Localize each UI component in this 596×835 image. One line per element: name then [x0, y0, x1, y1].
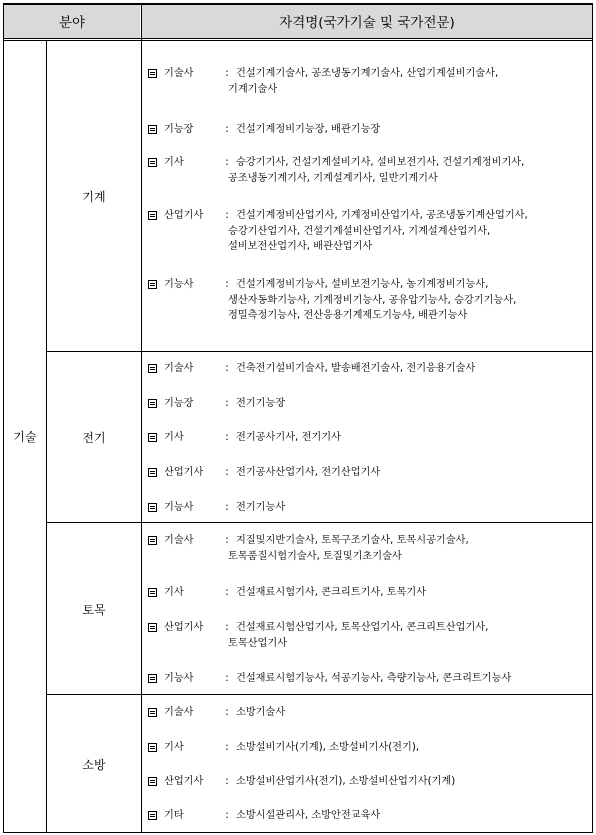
qualification-list-continued: 설비보전산업기사, 배관산업기사	[228, 241, 373, 252]
list-bullet-icon	[148, 811, 157, 820]
qualification-list-continued: 공조냉동기계기사, 기계설계기사, 일반기계기사	[228, 172, 438, 184]
separator: :	[225, 810, 229, 821]
separator: :	[225, 432, 229, 443]
qualification-entry	[148, 671, 593, 687]
qualification-list: 건설기계정비산업기사, 기계정비산업기사, 공조냉동기계산업기사,	[236, 210, 528, 221]
qualification-list: 건설기계정비기능사, 설비보전기능사, 농기계정비기능사,	[236, 279, 489, 290]
group-label-machinery: 기계	[82, 189, 106, 204]
group-label-fire: 소방	[82, 757, 106, 772]
separator: :	[225, 363, 229, 374]
grade-label: 기능사	[164, 673, 194, 684]
list-bullet-icon	[148, 211, 157, 220]
qualification-list: 소방기술사	[236, 707, 286, 718]
qualification-entry	[148, 66, 593, 97]
qualification-entry	[148, 585, 593, 601]
separator: :	[225, 502, 229, 513]
list-bullet-icon	[148, 708, 157, 717]
header-field: 분야	[4, 4, 140, 38]
separator: :	[225, 707, 229, 718]
qualification-entry	[148, 277, 593, 324]
list-bullet-icon	[148, 623, 157, 632]
list-bullet-icon	[148, 280, 157, 289]
qualification-entry	[148, 430, 593, 446]
table-border-right	[592, 3, 593, 833]
separator: :	[225, 673, 229, 684]
qualification-list-continued: 승강기산업기사, 건설기계설비산업기사, 기계설계산업기사,	[228, 225, 491, 237]
qualification-list: 전기기능사	[236, 502, 286, 513]
category-label: 기술	[13, 430, 37, 444]
separator: :	[225, 742, 229, 753]
separator: :	[225, 622, 229, 633]
list-bullet-icon	[148, 743, 157, 752]
grade-label: 기사	[164, 742, 184, 753]
qualification-list: 건설재료시험산업기사, 토목산업기사, 콘크리트산업기사,	[236, 622, 489, 633]
qualification-entry	[148, 396, 593, 412]
group-label-civil: 토목	[82, 602, 106, 617]
qualification-list: 건설기계기술사, 공조냉동기계기술사, 산업기계설비기술사,	[236, 68, 499, 79]
grade-label: 기사	[164, 432, 184, 443]
qualification-list: 소방설비산업기사(전기), 소방설비산업기사(기계)	[236, 776, 456, 787]
grade-label: 기능사	[164, 279, 194, 290]
list-bullet-icon	[148, 503, 157, 512]
header-qualification-name: 자격명(국가기술 및 국가전문)	[142, 4, 592, 38]
qualification-entry	[148, 122, 593, 138]
qualification-entry	[148, 808, 593, 824]
qualification-list: 소방시설관리사, 소방안전교육사	[236, 810, 381, 821]
qualification-entry	[148, 155, 593, 186]
separator: :	[225, 776, 229, 787]
qualification-list: 전기공사기사, 전기기사	[236, 432, 341, 443]
separator: :	[225, 398, 229, 409]
qualification-list-continued: 기계기술사	[228, 83, 278, 95]
group-label-electric: 전기	[82, 431, 106, 445]
grade-label: 기능장	[164, 398, 194, 409]
list-bullet-icon	[148, 468, 157, 477]
grade-label: 기술사	[164, 68, 194, 79]
qualification-list: 승강기기사, 건설기계설비기사, 설비보전기사, 건설기계정비기사,	[236, 157, 525, 168]
grade-label: 기능장	[164, 124, 194, 135]
list-bullet-icon	[148, 364, 157, 373]
qualification-list-continued: 토목품질시험기술사, 토질및기초기술사	[228, 550, 402, 562]
header-bottom-rule	[3, 38, 593, 39]
grade-label: 기술사	[164, 707, 194, 718]
list-bullet-icon	[148, 399, 157, 408]
grade-label: 산업기사	[164, 467, 204, 478]
separator: :	[225, 279, 229, 290]
qualification-list: 지질및지반기술사, 토목구조기술사, 토목시공기술사,	[236, 535, 469, 546]
list-bullet-icon	[148, 69, 157, 78]
grade-label: 산업기사	[164, 776, 204, 787]
qualification-list: 건축전기설비기술사, 발송배전기술사, 전기응용기술사	[236, 363, 476, 374]
column-divider	[141, 3, 142, 833]
qualification-list-continued: 생산자동화기능사, 기계정비기능사, 공유압기능사, 승강기기능사,	[228, 294, 517, 306]
row-divider	[46, 694, 593, 695]
qualification-entry	[148, 620, 593, 651]
list-bullet-icon	[148, 777, 157, 786]
list-bullet-icon	[148, 125, 157, 134]
separator: :	[225, 124, 229, 135]
qualification-entry	[148, 500, 593, 516]
qualification-list-continued: 정밀측정기능사, 전산응용기계제도기능사, 배관기능사	[228, 310, 468, 321]
separator: :	[225, 587, 229, 598]
qualification-entry	[148, 208, 593, 255]
qualification-list: 전기공사산업기사, 전기산업기사	[236, 467, 381, 478]
grade-label: 기사	[164, 157, 184, 168]
separator: :	[225, 68, 229, 79]
grade-label: 기타	[164, 810, 184, 821]
qualification-entry	[148, 533, 593, 564]
row-divider	[46, 351, 593, 352]
separator: :	[225, 467, 229, 478]
grade-label: 기술사	[164, 535, 194, 546]
qualification-list-continued: 토목산업기사	[228, 637, 288, 649]
list-bullet-icon	[148, 536, 157, 545]
list-bullet-icon	[148, 588, 157, 597]
list-bullet-icon	[148, 158, 157, 167]
qualification-list: 소방설비기사(기계), 소방설비기사(전기),	[236, 742, 420, 753]
separator: :	[225, 157, 229, 168]
qualification-entry	[148, 465, 593, 481]
grade-label: 기사	[164, 587, 184, 598]
row-divider	[46, 522, 593, 523]
qualification-entry	[148, 361, 593, 377]
table-border-top	[3, 3, 593, 5]
qualification-entry	[148, 740, 593, 756]
table-border-left	[3, 3, 4, 833]
qualification-list: 건설기계정비기능장, 배관기능장	[236, 124, 381, 135]
qualification-list: 건설재료시험기능사, 석공기능사, 측량기능사, 콘크리트기능사	[236, 673, 512, 684]
grade-label: 기능사	[164, 502, 194, 513]
list-bullet-icon	[148, 674, 157, 683]
qualification-entry	[148, 774, 593, 790]
qualification-entry	[148, 705, 593, 721]
qualification-list: 전기기능장	[236, 398, 286, 409]
grade-label: 산업기사	[164, 210, 204, 221]
table-border-bottom	[3, 832, 593, 833]
column-divider	[46, 40, 47, 833]
qualification-list: 건설재료시험기사, 콘크리트기사, 토목기사	[236, 587, 427, 598]
header-bottom-rule	[3, 40, 593, 41]
separator: :	[225, 210, 229, 221]
grade-label: 기술사	[164, 363, 194, 374]
separator: :	[225, 535, 229, 546]
grade-label: 산업기사	[164, 622, 204, 633]
list-bullet-icon	[148, 433, 157, 442]
